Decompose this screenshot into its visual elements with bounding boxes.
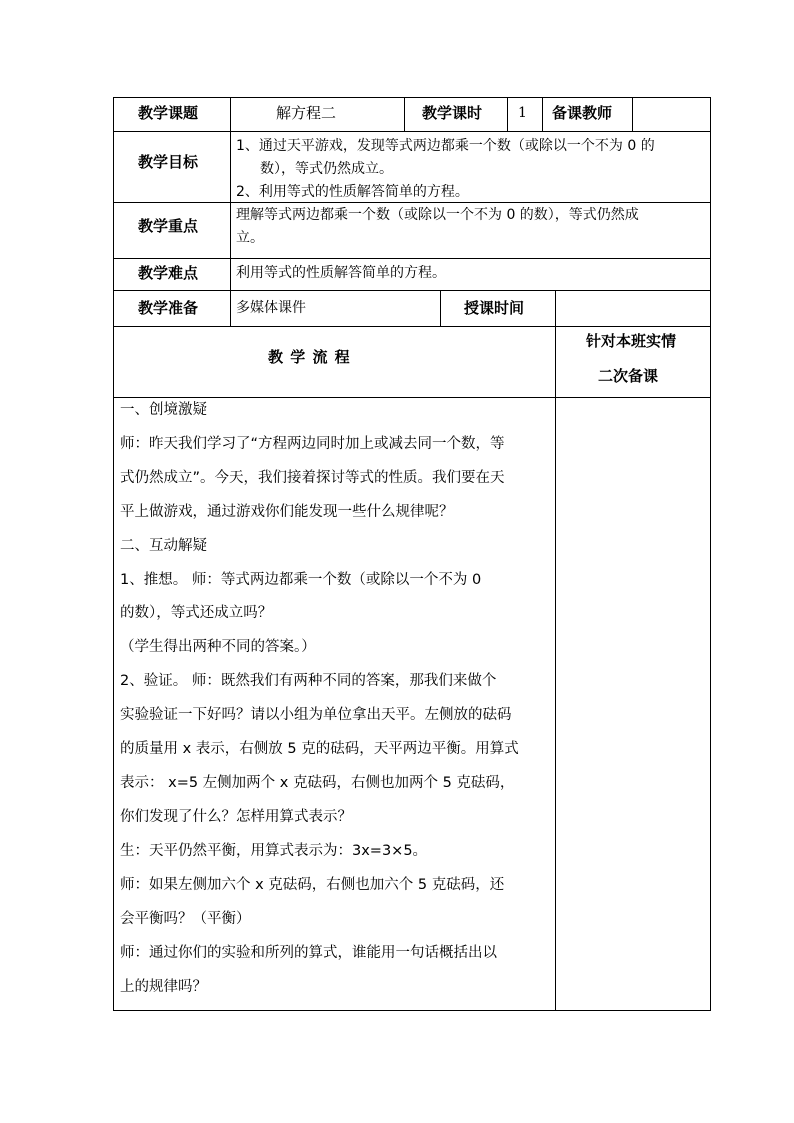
teacher-label: 备课教师 xyxy=(552,104,613,122)
key-points-line-2: 立。 xyxy=(236,230,264,246)
process-title: 教 学 流 程 xyxy=(268,348,351,366)
content-line: 生：天平仍然平衡，用算式表示为：3x=3×5。 xyxy=(120,843,428,859)
topic-label: 教学课题 xyxy=(138,104,199,122)
content-line: 师：如果左侧加六个 x 克砝码，右侧也加六个 5 克砝码，还 xyxy=(120,877,505,893)
goals-line-3: 2、利用等式的性质解答简单的方程。 xyxy=(236,184,469,200)
key-points-label: 教学重点 xyxy=(138,217,199,235)
preparation-label: 教学准备 xyxy=(138,299,199,317)
difficulties-value: 利用等式的性质解答简单的方程。 xyxy=(236,265,446,281)
goals-line-2: 数），等式仍然成立。 xyxy=(260,161,393,177)
second-prep-line-2: 二次备课 xyxy=(598,367,659,385)
content-line: 式仍然成立”。今天，我们接着探讨等式的性质。我们要在天 xyxy=(120,470,505,486)
content-line: （学生得出两种不同的答案。） xyxy=(120,639,316,655)
content-line: 实验验证一下好吗？请以小组为单位拿出天平。左侧放的砝码 xyxy=(120,707,512,723)
content-line: 的数），等式还成立吗？ xyxy=(120,605,273,621)
key-points-line-1: 理解等式两边都乘一个数（或除以一个不为 0 的数），等式仍然成 xyxy=(236,207,639,223)
teaching-time-label: 授课时间 xyxy=(464,299,525,317)
content-line: 平上做游戏，通过游戏你们能发现一些什么规律呢？ xyxy=(120,504,454,520)
content-line: 你们发现了什么？怎样用算式表示？ xyxy=(120,809,352,825)
content-line: 师：昨天我们学习了“方程两边同时加上或减去同一个数，等 xyxy=(120,436,505,452)
hours-value: 1 xyxy=(518,105,527,121)
preparation-value: 多媒体课件 xyxy=(236,300,306,316)
content-line: 2、验证。 师：既然我们有两种不同的答案，那我们来做个 xyxy=(120,673,497,689)
content-line: 表示： x=5 左侧加两个 x 克砝码，右侧也加两个 5 克砝码， xyxy=(120,775,515,791)
content-line: 师：通过你们的实验和所列的算式，谁能用一句话概括出以 xyxy=(120,945,497,961)
content-line: 会平衡吗？（平衡） xyxy=(120,911,251,927)
hours-label: 教学课时 xyxy=(422,104,483,122)
content-line: 1、推想。 师：等式两边都乘一个数（或除以一个不为 0 xyxy=(120,572,482,588)
goals-label: 教学目标 xyxy=(138,153,199,171)
content-line: 上的规律吗？ xyxy=(120,979,207,995)
difficulties-label: 教学难点 xyxy=(138,264,199,282)
second-prep-line-1: 针对本班实情 xyxy=(586,332,677,350)
content-line: 二、互动解疑 xyxy=(120,538,207,554)
goals-line-1: 1、通过天平游戏，发现等式两边都乘一个数（或除以一个不为 0 的 xyxy=(236,138,655,154)
content-line: 的质量用 x 表示，右侧放 5 克的砝码，天平两边平衡。用算式 xyxy=(120,741,519,757)
topic-value: 解方程二 xyxy=(276,104,337,122)
content-line: 一、创境激疑 xyxy=(120,402,207,418)
